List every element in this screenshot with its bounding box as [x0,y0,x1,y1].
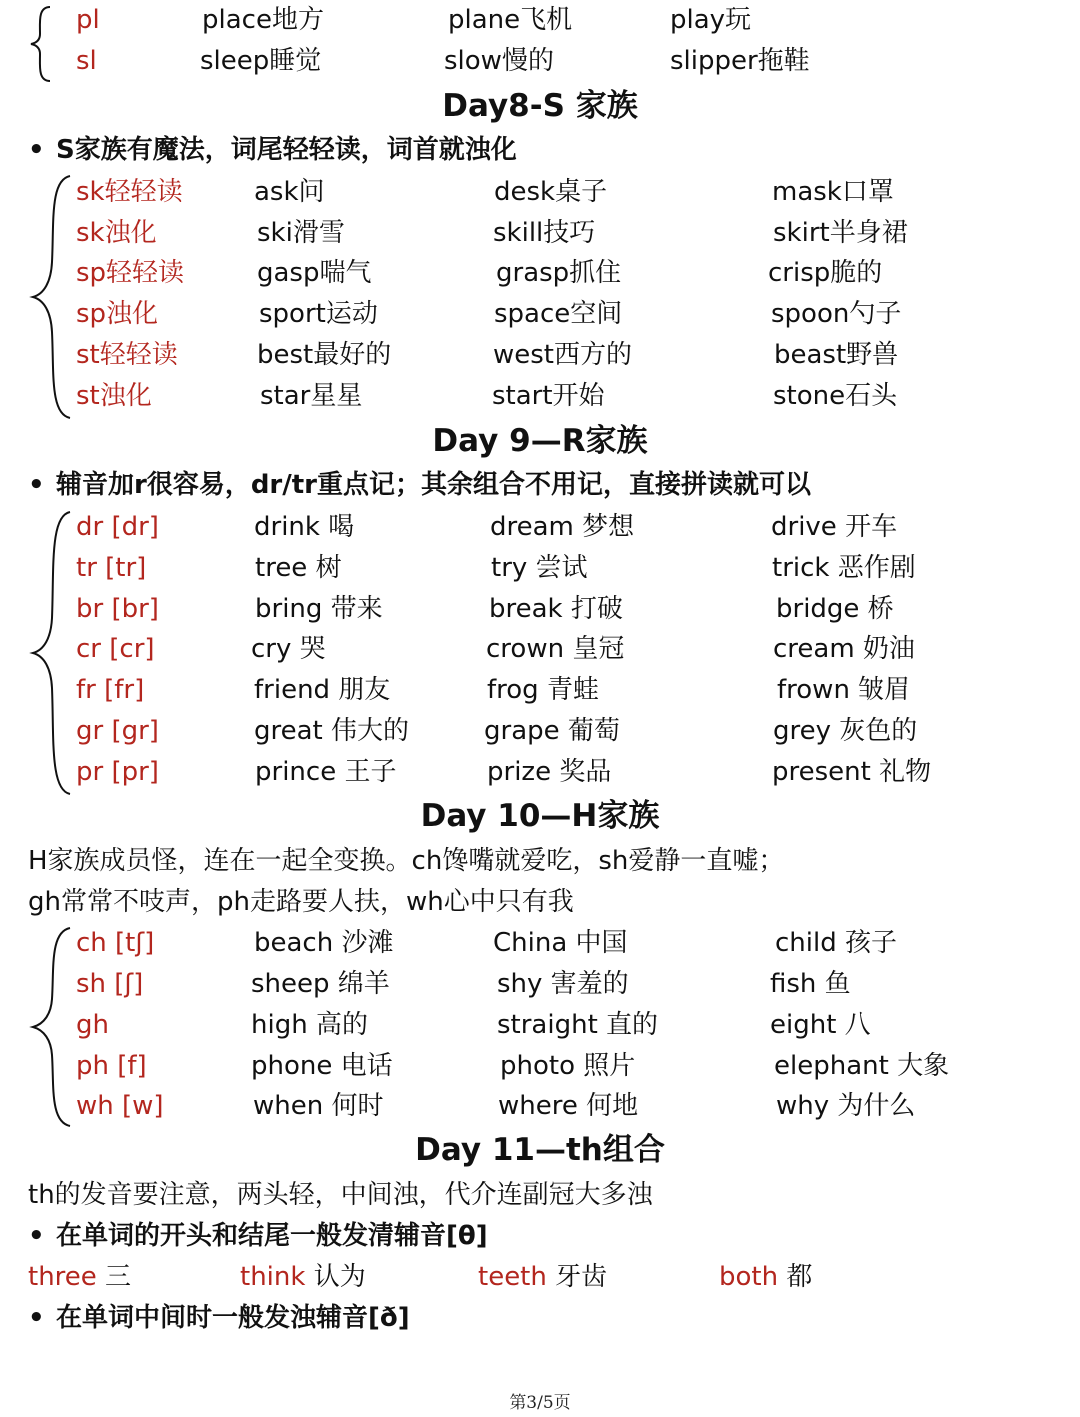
word-example: play玩 [670,5,752,35]
word-example: sheep 绵羊 [251,969,390,999]
word-example: slipper拖鞋 [670,46,810,76]
bullet-point: • 在单词中间时一般发浊辅音[ð] [28,1303,410,1333]
combo-label: gh [76,1010,109,1040]
word-example: plane飞机 [448,5,573,35]
word-example: start开始 [492,381,605,411]
combo-label: st浊化 [76,381,152,411]
combo-label: st轻轻读 [76,340,178,370]
word-example: sport运动 [259,299,378,329]
word-example: place地方 [202,5,324,35]
word-example: child 孩子 [775,928,897,958]
word-example: friend 朋友 [254,675,391,705]
word-example: space空间 [494,299,623,329]
combo-label: tr [tr] [76,553,147,583]
word-example: grey 灰色的 [773,716,918,746]
table-row [0,752,1080,792]
page-number: 第3/5页 [509,1393,571,1413]
bullet-text: 辅音加r很容易，dr/tr重点记；其余组合不用记，直接拼读就可以 [56,470,812,500]
table-row [0,0,1080,40]
word-example: spoon勺子 [771,299,902,329]
example-word: teeth 牙齿 [478,1262,608,1292]
word-example: desk桌子 [494,177,608,207]
example-word: think 认为 [240,1262,366,1292]
table-row [0,923,1080,963]
table-row [0,41,1080,81]
word-example: prize 奖品 [487,757,612,787]
word-example: present 礼物 [772,757,932,787]
word-example: tree 树 [255,553,342,583]
word-example: try 尝试 [491,553,588,583]
section-title: Day 9—R家族 [432,423,648,459]
table-row [0,294,1080,334]
combo-label: sl [76,46,97,76]
combo-label: br [br] [76,594,159,624]
table-row [0,711,1080,751]
word-example: shy 害羞的 [497,969,629,999]
combo-label: wh [w] [76,1091,164,1121]
word-example: west西方的 [493,340,633,370]
table-row [0,253,1080,293]
word-example: bring 带来 [255,594,383,624]
example-row [0,1257,1080,1297]
word-example: crown 皇冠 [486,634,625,664]
intro-text: th的发音要注意，两头轻，中间浊，代介连副冠大多浊 [28,1180,653,1210]
word-example: when 何时 [253,1091,384,1121]
table-row [0,335,1080,375]
combo-label: ph [f] [76,1051,147,1081]
word-example: crisp脆的 [768,258,883,288]
word-example: phone 电话 [251,1051,393,1081]
bullet-point: • S家族有魔法，词尾轻轻读，词首就浊化 [28,135,517,165]
word-example: star星星 [260,381,363,411]
word-example: straight 直的 [497,1010,659,1040]
bullet-text: 在单词中间时一般发浊辅音[ð] [56,1303,410,1333]
word-example: break 打破 [489,594,623,624]
word-example: best最好的 [257,340,392,370]
word-example: drink 喝 [254,512,355,542]
table-row [0,589,1080,629]
word-example: cream 奶油 [773,634,915,664]
table-row [0,548,1080,588]
example-word: both 都 [719,1262,813,1292]
bullet-text: S家族有魔法，词尾轻轻读，词首就浊化 [56,135,517,165]
word-example: trick 恶作剧 [772,553,916,583]
table-row [0,172,1080,212]
combo-label: sk浊化 [76,218,157,248]
section-title: Day 11—th组合 [415,1132,665,1168]
word-example: high 高的 [251,1010,368,1040]
word-example: where 何地 [498,1091,639,1121]
word-example: bridge 桥 [776,594,894,624]
bullet-text: 在单词的开头和结尾一般发清辅音[θ] [56,1221,488,1251]
section-title: Day 10—H家族 [420,798,660,834]
combo-label: ch [tʃ] [76,928,155,958]
word-example: stone石头 [773,381,898,411]
word-example: beast野兽 [774,340,899,370]
word-example: gasp喘气 [257,258,372,288]
word-example: grasp抓住 [496,258,622,288]
combo-label: sp浊化 [76,299,159,329]
combo-label: sh [ʃ] [76,969,144,999]
combo-label: sp轻轻读 [76,258,185,288]
intro-text: gh常常不吱声，ph走路要人扶，wh心中只有我 [28,887,574,917]
word-example: frog 青蛙 [487,675,599,705]
word-example: China 中国 [493,928,628,958]
table-row [0,213,1080,253]
word-example: why 为什么 [776,1091,916,1121]
word-example: mask口罩 [772,177,894,207]
bullet-point: • 在单词的开头和结尾一般发清辅音[θ] [28,1221,488,1251]
word-example: cry 哭 [251,634,326,664]
word-example: fish 鱼 [770,969,851,999]
word-example: eight 八 [770,1010,871,1040]
word-example: dream 梦想 [490,512,635,542]
word-example: slow慢的 [444,46,554,76]
combo-label: sk轻轻读 [76,177,183,207]
combo-label: dr [dr] [76,512,159,542]
word-example: prince 王子 [255,757,397,787]
table-row [0,1086,1080,1126]
example-word: three 三 [28,1262,132,1292]
table-row [0,670,1080,710]
table-row [0,376,1080,416]
combo-label: fr [fr] [76,675,145,705]
word-example: ask问 [254,177,325,207]
word-example: photo 照片 [500,1051,636,1081]
word-example: skill技巧 [493,218,596,248]
word-example: beach 沙滩 [254,928,394,958]
word-example: skirt半身裙 [773,218,908,248]
table-row [0,1046,1080,1086]
section-title: Day8-S 家族 [442,88,638,124]
table-row [0,507,1080,547]
table-row [0,1005,1080,1045]
word-example: frown 皱眉 [777,675,911,705]
table-row [0,629,1080,669]
word-example: great 伟大的 [254,716,410,746]
combo-label: gr [gr] [76,716,159,746]
bullet-point: • 辅音加r很容易，dr/tr重点记；其余组合不用记，直接拼读就可以 [28,470,812,500]
table-row [0,964,1080,1004]
word-example: sleep睡觉 [200,46,322,76]
combo-label: pl [76,5,100,35]
word-example: ski滑雪 [257,218,345,248]
word-example: elephant 大象 [774,1051,950,1081]
word-example: grape 葡萄 [484,716,620,746]
word-example: drive 开车 [771,512,898,542]
intro-text: H家族成员怪，连在一起全变换。ch馋嘴就爱吃，sh爱静一直嘘； [28,846,785,876]
combo-label: pr [pr] [76,757,159,787]
combo-label: cr [cr] [76,634,155,664]
